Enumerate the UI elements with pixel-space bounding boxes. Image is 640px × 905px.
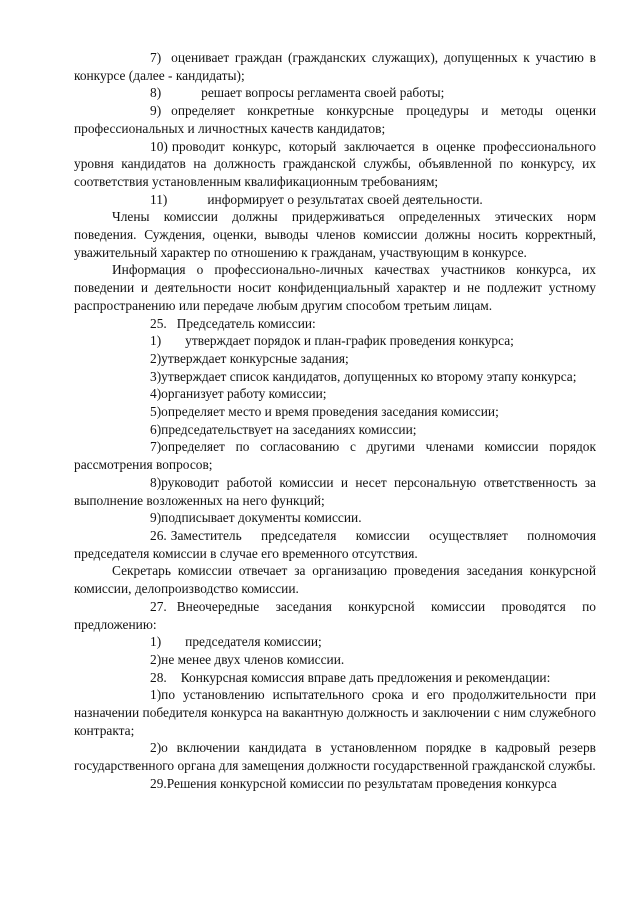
- item-number: 5): [150, 404, 162, 420]
- item-text: председательствует на заседаниях комиссии;: [161, 421, 417, 437]
- item-number: 8): [150, 474, 162, 490]
- item-text: утверждает список кандидатов, допущенных ко второму этапу конкурса;: [161, 368, 577, 384]
- item-number: 11): [150, 191, 168, 207]
- section-25-item-3: [74, 368, 596, 386]
- item-number: 7): [150, 50, 162, 65]
- list-item-11: [74, 191, 596, 209]
- section-number: 29.: [150, 775, 167, 791]
- item-number: 2): [150, 740, 162, 756]
- item-text: определяет конкретные конкурсные процедуры и методы оценки профессиональных и личностных качеств кандидатов;: [74, 103, 596, 136]
- item-number: 7): [150, 439, 162, 455]
- item-text: подписывает документы комиссии.: [161, 510, 362, 526]
- item-number: 10): [150, 138, 168, 154]
- item-number: 3): [150, 368, 162, 384]
- paragraph-text: Члены комиссии должны придерживаться определенных этических норм поведения. Суждения, оценки, выводы членов комиссии должны носить корректный, уважительный характер по отношению к гражданам, участвующим в конкурсе.: [74, 209, 596, 260]
- section-text: Председатель комиссии:: [176, 315, 316, 331]
- item-text: оценивает граждан (гражданских служащих), допущенных к участию в конкурсе (далее - кандидаты);: [74, 50, 596, 83]
- paragraph-text: Информация о профессионально-личных качествах участников конкурса, их поведении и деятельности носит конфиденциальный характер и не подлежит устному распространению или передаче любым другим способом третьим лицам.: [74, 262, 596, 313]
- item-number: 2): [150, 651, 162, 667]
- document-body: [74, 49, 596, 793]
- paragraph-text: Секретарь комиссии отвечает за организацию проведения заседания конкурсной комиссии, делопроизводство комиссии.: [74, 563, 596, 597]
- section-25-item-8: [74, 474, 596, 509]
- list-item-9: [74, 102, 596, 137]
- item-text: решает вопросы регламента своей работы;: [201, 85, 445, 101]
- section-25-item-4: [74, 385, 596, 403]
- item-number: 8): [150, 85, 162, 101]
- item-number: 1): [150, 634, 162, 650]
- list-item-10: [74, 138, 596, 191]
- item-text: определяет по согласованию с другими членами комиссии порядок рассмотрения вопросов;: [74, 439, 596, 473]
- section-25-item-9: [74, 509, 596, 527]
- section-29: [74, 775, 596, 793]
- item-text: о включении кандидата в установленном порядке в кадровый резерв государственного органа для замещения должности государственной гражданской службы.: [74, 740, 596, 774]
- section-27-item-2: [74, 651, 596, 669]
- item-number: 4): [150, 386, 162, 402]
- section-number: 28.: [150, 669, 167, 685]
- section-25-item-6: [74, 421, 596, 439]
- item-number: 1): [150, 333, 162, 349]
- section-25-item-2: [74, 350, 596, 368]
- list-item-7: [74, 49, 596, 84]
- item-text: председателя комиссии;: [185, 634, 322, 650]
- item-number: 9): [150, 510, 162, 526]
- item-text: руководит работой комиссии и несет персональную ответственность за выполнение возложенных на него функций;: [74, 474, 596, 508]
- item-number: 9): [150, 103, 162, 119]
- item-text: определяет место и время проведения заседания комиссии;: [161, 404, 499, 420]
- item-text: организует работу комиссии;: [161, 386, 327, 402]
- section-number: 25.: [150, 315, 167, 331]
- list-item-8: [74, 84, 596, 102]
- ethics-paragraph: [74, 208, 596, 261]
- section-26: [74, 527, 596, 562]
- item-text: информирует о результатах своей деятельности.: [207, 191, 483, 207]
- section-28: [74, 669, 596, 687]
- section-28-item-1: [74, 686, 596, 739]
- item-number: 2): [150, 350, 162, 366]
- item-text: утверждает порядок и план-график проведения конкурса;: [185, 333, 514, 349]
- section-text: Заместитель председателя комиссии осуществляет полномочия председателя комиссии в случае его временного отсутствия.: [74, 527, 596, 561]
- item-text: проводит конкурс, который заключается в оценке профессионального уровня кандидатов на должность гражданской службы, объявленной по конкурсу, их соответствия установленным квалификационным требованиям;: [74, 138, 596, 189]
- item-text: по установлению испытательного срока и его продолжительности при назначении победителя конкурса на вакантную должность и заключении с ним служебного контракта;: [74, 687, 596, 738]
- section-text: Конкурсная комиссия вправе дать предложения и рекомендации:: [180, 669, 551, 685]
- section-25-item-1: [74, 332, 596, 350]
- confidentiality-paragraph: [74, 261, 596, 314]
- item-number: 6): [150, 421, 162, 437]
- section-27-item-1: [74, 633, 596, 651]
- section-number: 27.: [150, 598, 167, 614]
- section-28-item-2: [74, 739, 596, 774]
- section-25-item-5: [74, 403, 596, 421]
- section-25-item-7: [74, 438, 596, 473]
- section-number: 26.: [150, 527, 167, 543]
- section-text: Внеочередные заседания конкурсной комиссии проводятся по предложению:: [74, 598, 596, 632]
- item-text: не менее двух членов комиссии.: [161, 651, 345, 667]
- section-25-heading: [74, 315, 596, 333]
- item-text: утверждает конкурсные задания;: [161, 350, 349, 366]
- section-text: Решения конкурсной комиссии по результатам проведения конкурса: [166, 775, 557, 791]
- section-27: [74, 598, 596, 633]
- secretary-paragraph: [74, 562, 596, 597]
- item-number: 1): [150, 687, 162, 703]
